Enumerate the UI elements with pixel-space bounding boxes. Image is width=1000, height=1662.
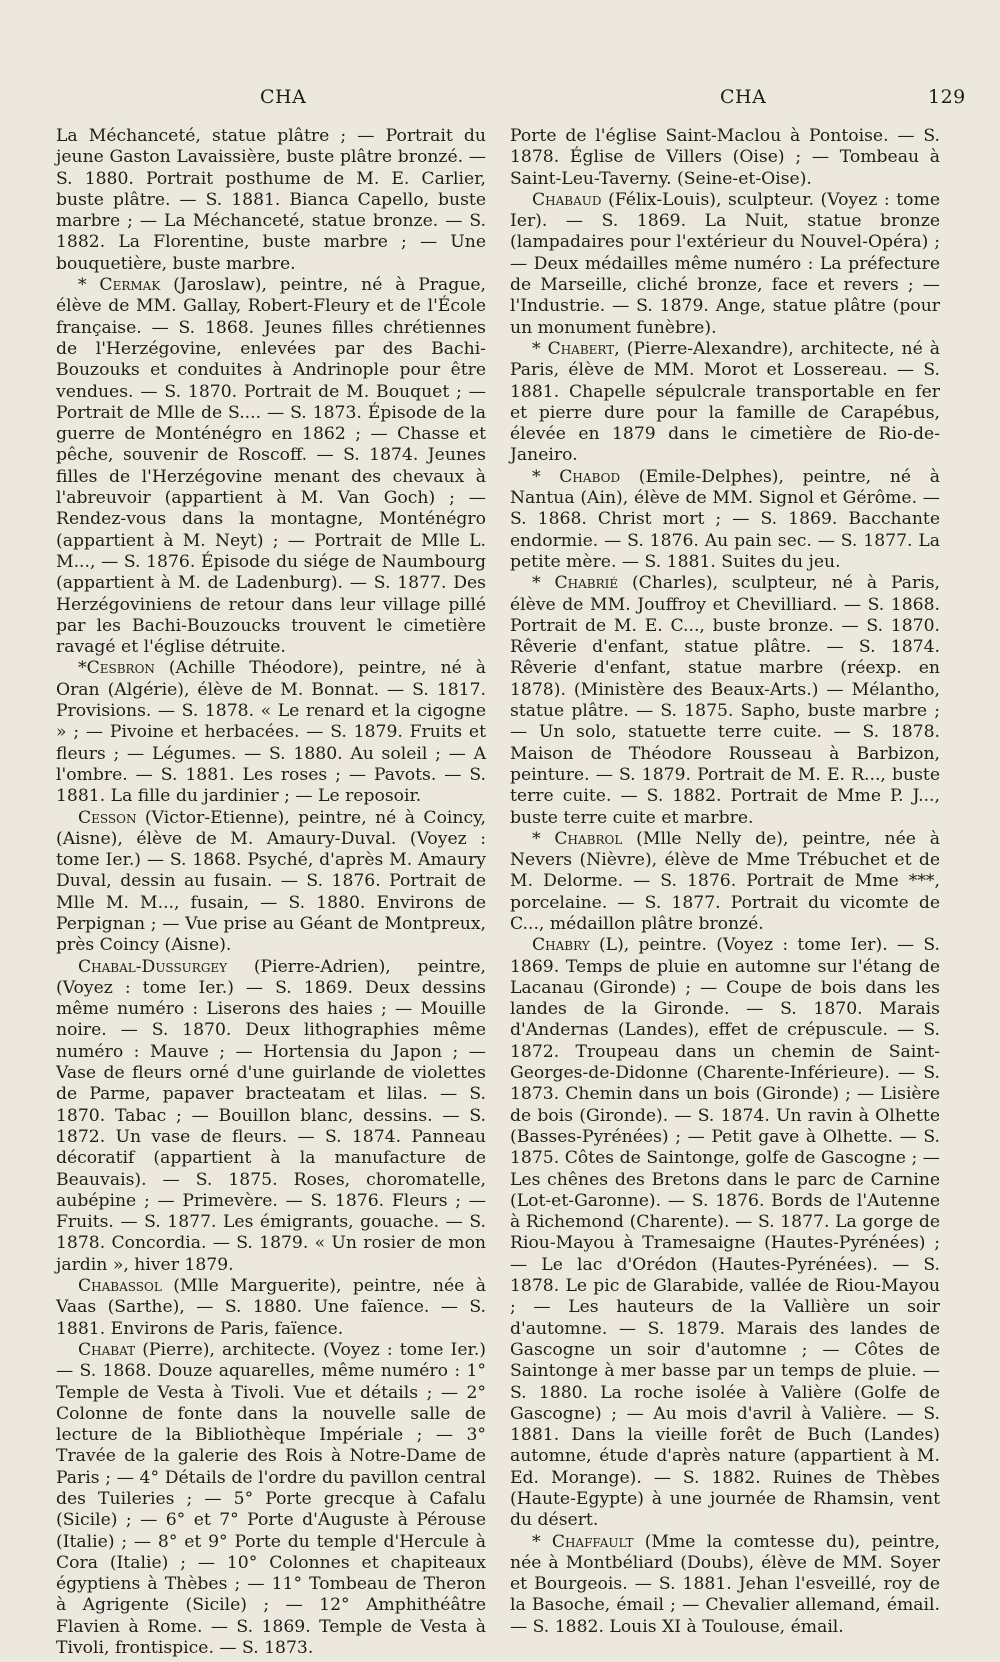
dictionary-entry xyxy=(56,658,486,807)
dictionary-entry xyxy=(56,957,486,1276)
entry-asterisk: * xyxy=(78,275,100,296)
entry-name: Cermak xyxy=(99,275,161,296)
entry-name: Chabrié xyxy=(554,573,619,594)
entry-text: (Félix-Louis), sculpteur. (Voyez : tome Ier). — S. 1869. La Nuit, statue bronze (lampadaires pour l'extérieur du Nouvel-Opéra) ; — Deux médailles même numéro : La préfecture de Marseille, cliché bronze, face et revers ; — l'Industrie. — S. 1879. Ange, statue plâtre (pour un monument funèbre). xyxy=(510,189,940,338)
dictionary-entry xyxy=(510,339,940,467)
left-column xyxy=(56,126,486,1659)
dictionary-entry xyxy=(510,829,940,935)
entry-asterisk: * xyxy=(532,828,555,849)
dictionary-entry xyxy=(510,467,940,573)
entry-asterisk: * xyxy=(532,573,555,594)
entry-asterisk: * xyxy=(532,1531,552,1552)
entry-text: (Mlle Marguerite), peintre, née à Vaas (Sarthe), — S. 1880. Une faïence. — S. 1881. Environs de Paris, faïence. xyxy=(56,1276,486,1339)
entry-text: (Victor-Etienne), peintre, né à Coincy, (Aisne), élève de M. Amaury-Duval. (Voyez : tome Ier.) — S. 1868. Psyché, d'après M. Amaury Duval, dessin au fusain. — S. 1876. Portrait de Mlle M. M..., fusain, — S. 1880. Environs de Perpignan ; — Vue prise au Géant de Montpreux, près Coincy (Aisne). xyxy=(56,807,486,956)
entry-asterisk: * xyxy=(532,338,548,359)
entry-name: Chabat xyxy=(78,1339,136,1360)
page-header xyxy=(60,86,966,116)
entry-text: (Emile-Delphes), peintre, né à Nantua (Ain), élève de MM. Signol et Gérôme. — S. 1868. Christ mort ; — S. 1869. Bacchante endormie. — S. 1876. Au pain sec. — S. 1877. La petite mère. — S. 1881. Suites du jeu. xyxy=(510,466,940,572)
entry-name: Chabert xyxy=(547,338,615,359)
entry-continuation: Porte de l'église Saint-Maclou à Pontoise. — S. 1878. Église de Villers (Oise) ; — Tombeau à Saint-Leu-Taverny. (Seine-et-Oise). xyxy=(510,126,940,189)
entry-name: Chabaud xyxy=(532,189,602,210)
entry-text: , (Pierre-Alexandre), architecte, né à Paris, élève de MM. Morot et Lossereau. — S. 1881. Chapelle sépulcrale transportable en fer et pierre dure pour la famille de Carapébus, élevée en 1879 dans le cimetière de Rio-de-Janeiro. xyxy=(510,338,940,466)
right-column xyxy=(510,126,940,1638)
entry-name: Chabrol xyxy=(554,828,623,849)
dictionary-entry xyxy=(56,808,486,957)
dictionary-entry xyxy=(510,190,940,339)
dictionary-entry xyxy=(56,1276,486,1340)
entry-text: (Charles), sculpteur, né à Paris, élève de MM. Jouffroy et Chevilliard. — S. 1868. Portrait de M. E. C..., buste bronze. — S. 1870. Rêverie d'enfant, statue plâtre. — S. 1874. Rêverie d'enfant, statue marbre (réexp. en 1878). (Ministère des Beaux-Arts.) — Mélantho, statue plâtre. — S. 1875. Sapho, buste marbre ; — Un solo, statuette terre cuite. — S. 1878. Maison de Théodore Rousseau à Barbizon, peinture. — S. 1879. Portrait de M. E. R..., buste terre cuite. — S. 1882. Portrait de Mme P. J..., buste terre cuite et marbre. xyxy=(510,573,940,828)
entry-asterisk: * xyxy=(78,658,87,679)
dictionary-entry xyxy=(56,275,486,658)
dictionary-entry xyxy=(56,1340,486,1659)
entry-text: (Jaroslaw), peintre, né à Prague, élève de MM. Gallay, Robert-Fleury et de l'École française. — S. 1868. Jeunes filles chrétiennes de l'Herzégovine, enlevées par des Bachi-Bouzouks et conduites à Andrinople pour être vendues. — S. 1870. Portrait de M. Bouquet ; — Portrait de Mlle de S.... — S. 1873. Épisode de la guerre de Monténégro en 1862 ; — Chasse et pêche, souvenir de Roscoff. — S. 1874. Jeunes filles de l'Herzégovine menant des chevaux à l'abreuvoir (appartient à M. Van Goch) ; — Rendez-vous dans la montagne, Monténégro (appartient à M. Neyt) ; — Portrait de Mlle L. M..., — S. 1876. Épisode du siége de Naumbourg (appartient à M. de Ladenburg). — S. 1877. Des Herzégoviniens de retour dans leur village pillé par les Bachi-Bouzoucks trouvent le cimetière ravagé et l'église détruite. xyxy=(56,275,486,658)
entry-name: Chabassol xyxy=(78,1276,162,1297)
running-head-left: CHA xyxy=(260,86,307,108)
entry-name: Cesbron xyxy=(86,658,155,679)
entry-name: Cesson xyxy=(78,807,137,828)
entry-asterisk: * xyxy=(532,466,560,487)
dictionary-entry xyxy=(510,935,940,1531)
dictionary-entry xyxy=(510,573,940,829)
entry-continuation: La Méchanceté, statue plâtre ; — Portrait du jeune Gaston Lavaissière, buste plâtre bronzé. — S. 1880. Portrait posthume de M. E. Carlier, buste plâtre. — S. 1881. Bianca Capello, buste marbre ; — La Méchanceté, statue bronze. — S. 1882. La Florentine, buste marbre ; — Une bouquetière, buste marbre. xyxy=(56,126,486,274)
entry-text: (Pierre), architecte. (Voyez : tome Ier.) — S. 1868. Douze aquarelles, même numéro : 1° Temple de Vesta à Tivoli. Vue et détails ; — 2° Colonne de fonte dans la nouvelle salle de lecture de la Bibliothèque Impériale ; — 3° Travée de la galerie des Rois à Notre-Dame de Paris ; — 4° Détails de l'ordre du pavillon central des Tuileries ; — 5° Porte grecque à Cafalu (Sicile) ; — 6° et 7° Porte d'Auguste à Pérouse (Italie) ; — 8° et 9° Porte du temple d'Hercule à Cora (Italie) ; — 10° Colonnes et chapiteaux égyptiens à Thèbes ; — 11° Tombeau de Theron à Agrigente (Sicile) ; — 12° Amphithéâtre Flavien à Rome. — S. 1869. Temple de Vesta à Tivoli, frontispice. — S. 1873. xyxy=(56,1339,486,1659)
entry-text: (Pierre-Adrien), peintre, (Voyez : tome Ier.) — S. 1869. Deux dessins même numéro : Liserons des haies ; — Mouille noire. — S. 1870. Deux lithographies même numéro : Mauve ; — Hortensia du Japon ; — Vase de fleurs orné d'une guirlande de violettes de Parme, papaver bracteatam et lilas. — S. 1870. Tabac ; — Bouillon blanc, dessins. — S. 1872. Un vase de fleurs. — S. 1874. Panneau décoratif (appartient à la manufacture de Beauvais). — S. 1875. Roses, choromatelle, aubépine ; — Primevère. — S. 1876. Fleurs ; — Fruits. — S. 1877. Les émigrants, gouache. — S. 1878. Concordia. — S. 1879. « Un rosier de mon jardin », hiver 1879. xyxy=(56,956,486,1275)
page-number: 129 xyxy=(928,86,966,108)
entry-text: (L), peintre. (Voyez : tome Ier). — S. 1869. Temps de pluie en automne sur l'étang de Lacanau (Gironde) ; — Coupe de bois dans les landes de la Gironde. — S. 1870. Marais d'Andernas (Landes), effet de crépuscule. — S. 1872. Troupeau dans un chemin de Saint-Georges-de-Didonne (Charente-Inférieure). — S. 1873. Chemin dans un bois (Gironde) ; — Lisière de bois (Gironde). — S. 1874. Un ravin à Olhette (Basses-Pyrénées) ; — Petit gave à Olhette. — S. 1875. Côtes de Saintonge, golfe de Gascogne ; — Les chênes des Bretons dans le parc de Carnine (Lot-et-Garonne). — S. 1876. Bords de l'Autenne à Richemond (Charente). — S. 1877. La gorge de Riou-Mayou à Tramesaigne (Hautes-Pyrénées) ; — Le lac d'Orédon (Hautes-Pyrénées). — S. 1878. Le pic de Glarabide, vallée de Riou-Mayou ; — Les hauteurs de la Vallière un soir d'automne. — S. 1879. Marais des landes de Gascogne un soir d'automne ; — Côtes de Saintonge à mer basse par un temps de pluie. — S. 1880. La roche isolée à Valière (Golfe de Gascogne) ; — Au mois d'avril à Valière. — S. 1881. Dans la vieille forêt de Buch (Landes) automne, étude d'après nature (appartient à M. Ed. Morange). — S. 1882. Ruines de Thèbes (Haute-Egypte) à une journée de Rhamsin, vent du désert. xyxy=(510,935,940,1531)
entry-name: Chaffault xyxy=(551,1531,634,1552)
entry-name: Chabry xyxy=(532,935,590,956)
dictionary-entry xyxy=(510,1532,940,1638)
entry-text: (Mme la comtesse du), peintre, née à Montbéliard (Doubs), élève de MM. Soyer et Bourgeois. — S. 1881. Jehan l'esveillé, roy de la Basoche, émail ; — Chevalier allemand, émail. — S. 1882. Louis XI à Toulouse, émail. xyxy=(510,1531,940,1637)
entry-name: Chabod xyxy=(559,466,621,487)
entry-text: (Mlle Nelly de), peintre, née à Nevers (Nièvre), élève de Mme Trébuchet et de M. Delorme. — S. 1876. Portrait de Mme ***, porcelaine. — S. 1877. Portrait du vicomte de C..., médaillon plâtre bronzé. xyxy=(510,828,940,934)
running-head-right: CHA xyxy=(720,86,767,108)
entry-text: (Achille Théodore), peintre, né à Oran (Algérie), élève de M. Bonnat. — S. 1817. Provisions. — S. 1878. « Le renard et la cigogne » ; — Pivoine et herbacées. — S. 1879. Fruits et fleurs ; — Légumes. — S. 1880. Au soleil ; — A l'ombre. — S. 1881. Les roses ; — Pavots. — S. 1881. La fille du jardinier ; — Le reposoir. xyxy=(56,658,486,807)
entry-name: Chabal-Dussurgey xyxy=(78,956,228,977)
